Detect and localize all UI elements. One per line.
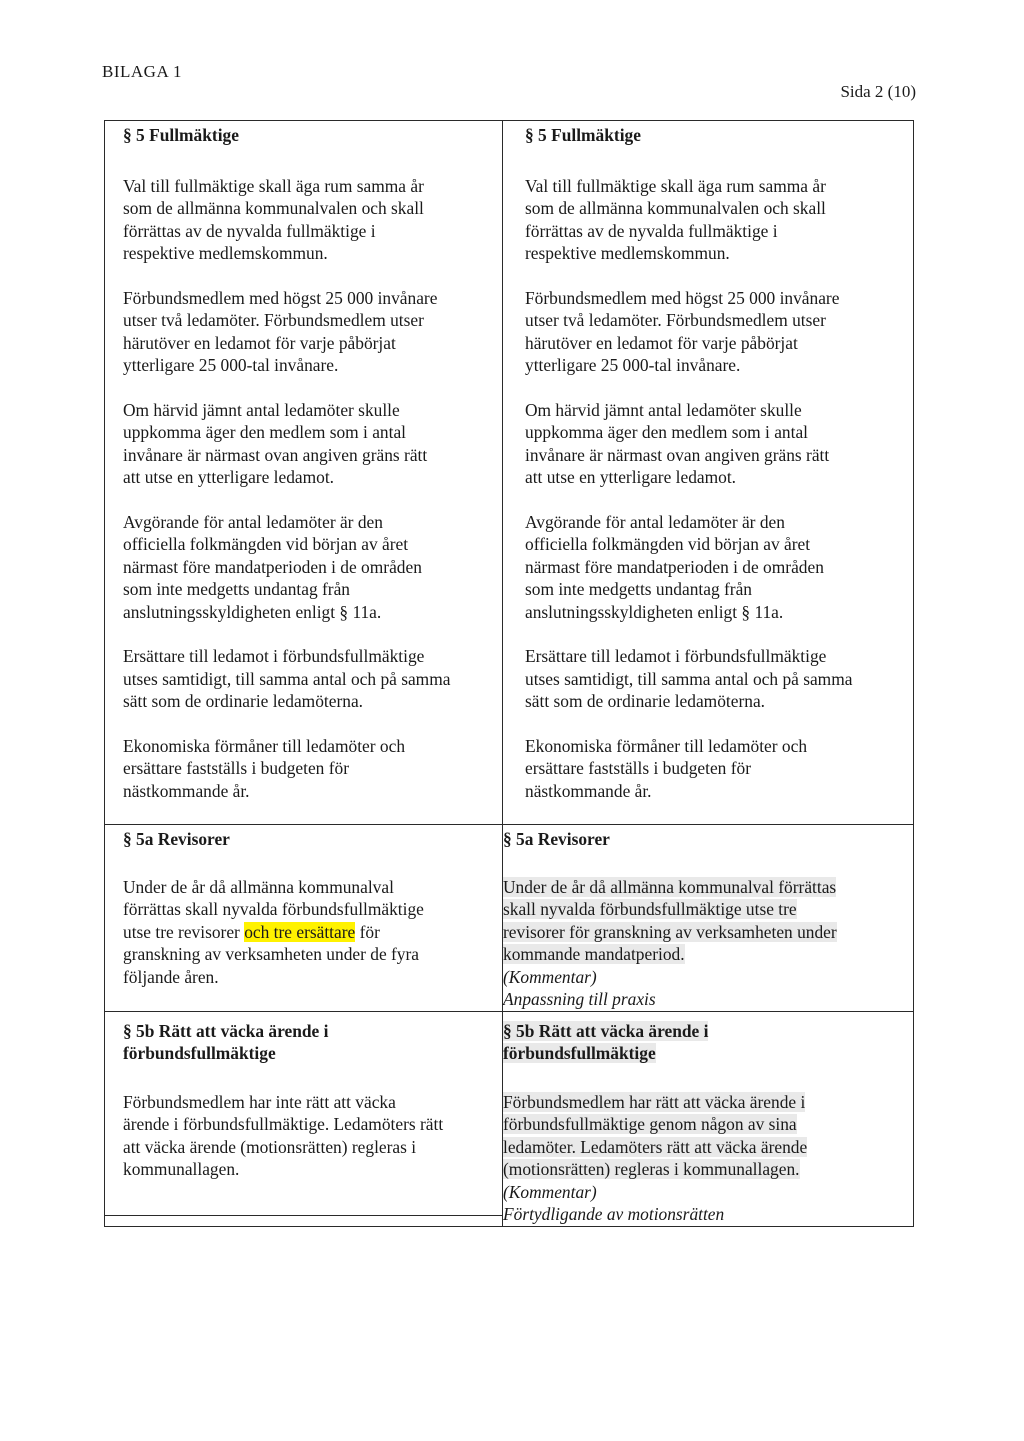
paragraph: Om härvid jämnt antal ledamöter skulle uppkomma äger den medlem som i antal invånare är närmast ovan angiven gräns rätt att utse en ytterligare ledamot. xyxy=(123,399,428,487)
section-5b-old xyxy=(105,1011,503,1226)
divider xyxy=(105,1215,502,1216)
paragraph: Val till fullmäktige skall äga rum samma år som de allmänna kommunalvalen och skall förrättas av de nyvalda fullmäktige i respektive medlemskommun. xyxy=(123,175,424,263)
paragraph: Under de år då allmänna kommunalval förrättas skall nyvalda förbundsfullmäktige utse tre revisorer och tre ersättare för granskning av verksamheten under de fyra följande åren. xyxy=(123,876,424,987)
paragraph: Under de år då allmänna kommunalval förrättas skall nyvalda förbundsfullmäktige utse tre revisorer för granskning av verksamheten under kommande mandatperiod. xyxy=(503,876,837,964)
section-title: § 5a Revisorer xyxy=(503,829,610,849)
comment-label: (Kommentar) xyxy=(503,966,597,987)
section-5b-row xyxy=(105,1011,914,1226)
section-title: § 5b Rätt att väcka ärende i xyxy=(503,1020,709,1041)
paragraph: Förbundsmedlem med högst 25 000 invånare utser två ledamöter. Förbundsmedlem utser härutöver en ledamot för varje påbörjat ytterligare 25 000-tal invånare. xyxy=(123,287,438,375)
paragraph: Om härvid jämnt antal ledamöter skulle uppkomma äger den medlem som i antal invånare är närmast ovan angiven gräns rätt att utse en ytterligare ledamot. xyxy=(525,399,830,487)
comment-text: Anpassning till praxis xyxy=(503,989,656,1009)
section-5a-new xyxy=(503,825,914,1012)
attachment-label: BILAGA 1 xyxy=(102,62,183,81)
section-5-old xyxy=(105,121,503,825)
section-5b-new xyxy=(503,1011,914,1226)
comment-text: Förtydligande av motionsrätten xyxy=(503,1204,725,1224)
comparison-table xyxy=(104,120,914,1227)
section-title: § 5a Revisorer xyxy=(123,829,230,849)
section-5-new xyxy=(503,121,914,825)
paragraph: Val till fullmäktige skall äga rum samma år som de allmänna kommunalvalen och skall förrättas av de nyvalda fullmäktige i respektive medlemskommun. xyxy=(525,175,826,263)
paragraph: Förbundsmedlem med högst 25 000 invånare utser två ledamöter. Förbundsmedlem utser härutöver en ledamot för varje påbörjat ytterligare 25 000-tal invånare. xyxy=(525,287,840,375)
comment-label: (Kommentar) xyxy=(503,1181,597,1202)
paragraph: Ersättare till ledamot i förbundsfullmäktige utses samtidigt, till samma antal och på samma sätt som de ordinarie ledamöterna. xyxy=(123,646,451,711)
page-number: Sida 2 (10) xyxy=(840,82,916,101)
paragraph: Avgörande för antal ledamöter är den officiella folkmängden vid början av året närmast före mandatperioden i de områden som inte medgetts undantag från anslutningsskyldigheten enligt § 11a. xyxy=(123,511,422,622)
section-5a-row xyxy=(105,825,914,1012)
paragraph: Ekonomiska förmåner till ledamöter och ersättare fastställs i budgeten för nästkommande år. xyxy=(525,735,808,801)
paragraph: Förbundsmedlem har inte rätt att väcka ärende i förbundsfullmäktige. Ledamöters rätt att väcka ärende (motionsrätten) regleras i kommunallagen. xyxy=(123,1091,444,1179)
section-5a-old xyxy=(105,825,503,1012)
section-title-cont: förbundsfullmäktige xyxy=(503,1043,656,1063)
section-title: § 5b Rätt att väcka ärende i xyxy=(123,1020,329,1041)
paragraph: Avgörande för antal ledamöter är den officiella folkmängden vid början av året närmast före mandatperioden i de områden som inte medgetts undantag från anslutningsskyldigheten enligt § 11a. xyxy=(525,511,824,622)
paragraph: Förbundsmedlem har rätt att väcka ärende i förbundsfullmäktige genom någon av sina ledamöter. Ledamöters rätt att väcka ärende (motionsrätten) regleras i kommunallagen. xyxy=(503,1091,808,1179)
paragraph: Ersättare till ledamot i förbundsfullmäktige utses samtidigt, till samma antal och på samma sätt som de ordinarie ledamöterna. xyxy=(525,646,853,711)
highlighted-text: och tre ersättare xyxy=(244,921,356,942)
section-title: § 5 Fullmäktige xyxy=(123,125,239,145)
paragraph: Ekonomiska förmåner till ledamöter och ersättare fastställs i budgeten för nästkommande år. xyxy=(123,735,406,801)
section-title-cont: förbundsfullmäktige xyxy=(123,1043,276,1063)
section-title: § 5 Fullmäktige xyxy=(525,125,641,145)
section-5-row xyxy=(105,121,914,825)
